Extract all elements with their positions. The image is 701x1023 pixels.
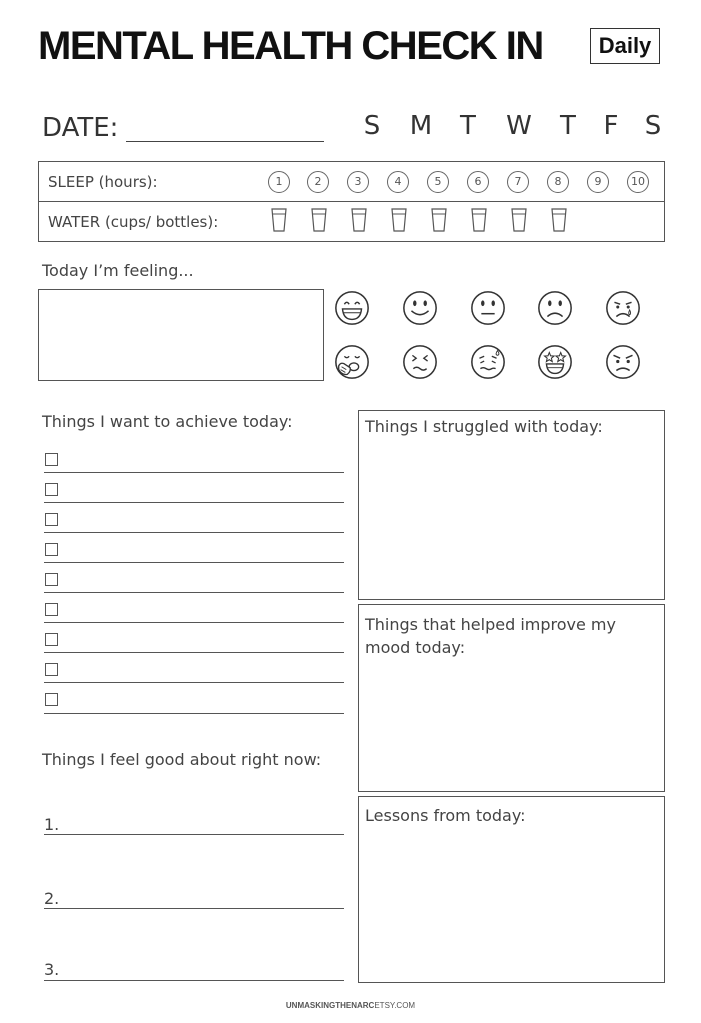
struggled-box[interactable]: [358, 410, 665, 600]
day-monday[interactable]: M: [409, 111, 433, 141]
day-wednesday[interactable]: W: [506, 111, 532, 141]
cup-icon[interactable]: [470, 207, 488, 233]
frowning-face-icon[interactable]: [536, 289, 574, 327]
task-checkbox[interactable]: [45, 573, 58, 586]
lessons-label: Lessons from today:: [365, 806, 526, 825]
feel-good-line[interactable]: [44, 834, 344, 835]
task-line[interactable]: [44, 652, 344, 653]
sleep-option-6[interactable]: 6: [467, 171, 489, 193]
task-checkbox[interactable]: [45, 663, 58, 676]
sleep-option-2[interactable]: 2: [307, 171, 329, 193]
sleep-option-9[interactable]: 9: [587, 171, 609, 193]
task-line[interactable]: [44, 532, 344, 533]
cup-icon[interactable]: [550, 207, 568, 233]
task-checkbox[interactable]: [45, 483, 58, 496]
task-line[interactable]: [44, 713, 344, 714]
cup-icon[interactable]: [270, 207, 288, 233]
task-line[interactable]: [44, 472, 344, 473]
struggled-label: Things I struggled with today:: [365, 417, 603, 436]
feel-good-label: Things I feel good about right now:: [42, 750, 322, 769]
date-label: DATE:: [42, 113, 119, 143]
star-struck-face-icon[interactable]: [536, 343, 574, 381]
feeling-textbox[interactable]: [38, 289, 324, 381]
task-checkbox[interactable]: [45, 633, 58, 646]
sleep-option-4[interactable]: 4: [387, 171, 409, 193]
task-checkbox[interactable]: [45, 603, 58, 616]
sleep-option-3[interactable]: 3: [347, 171, 369, 193]
day-sunday[interactable]: S: [363, 111, 381, 141]
cup-icon[interactable]: [350, 207, 368, 233]
lessons-box[interactable]: [358, 796, 665, 983]
task-line[interactable]: [44, 622, 344, 623]
task-line[interactable]: [44, 682, 344, 683]
grinning-face-icon[interactable]: [333, 289, 371, 327]
day-saturday[interactable]: S: [644, 111, 662, 141]
achieve-label: Things I want to achieve today:: [42, 412, 293, 431]
table-divider: [38, 201, 665, 202]
smiling-face-icon[interactable]: [401, 289, 439, 327]
helped-label: Things that helped improve my mood today:: [365, 615, 616, 657]
crying-face-icon[interactable]: [604, 289, 642, 327]
feel-good-number-1: 1.: [44, 815, 60, 834]
task-checkbox[interactable]: [45, 693, 58, 706]
angry-face-icon[interactable]: [604, 343, 642, 381]
sleep-option-8[interactable]: 8: [547, 171, 569, 193]
day-tuesday[interactable]: T: [460, 111, 476, 141]
cup-icon[interactable]: [390, 207, 408, 233]
footer-brand: UNMASKINGTHENARC: [285, 1001, 375, 1010]
sleep-option-7[interactable]: 7: [507, 171, 529, 193]
cup-icon[interactable]: [310, 207, 328, 233]
task-line[interactable]: [44, 592, 344, 593]
exhausted-face-icon[interactable]: [469, 343, 507, 381]
feel-good-line[interactable]: [44, 908, 344, 909]
date-input-line[interactable]: [126, 141, 324, 142]
neutral-face-icon[interactable]: [469, 289, 507, 327]
feeling-label: Today I’m feeling...: [42, 261, 194, 280]
helped-box[interactable]: [358, 604, 665, 792]
day-friday[interactable]: F: [603, 111, 619, 141]
task-line[interactable]: [44, 502, 344, 503]
sleep-option-10[interactable]: 10: [627, 171, 649, 193]
feel-good-line[interactable]: [44, 980, 344, 981]
footer-credit: [0, 1001, 701, 1010]
sleep-option-5[interactable]: 5: [427, 171, 449, 193]
sleep-label: SLEEP (hours):: [48, 173, 158, 191]
task-checkbox[interactable]: [45, 543, 58, 556]
feel-good-number-3: 3.: [44, 960, 60, 979]
cup-icon[interactable]: [510, 207, 528, 233]
daily-badge: Daily: [590, 28, 660, 64]
task-checkbox[interactable]: [45, 513, 58, 526]
task-checkbox[interactable]: [45, 453, 58, 466]
water-label: WATER (cups/ bottles):: [48, 213, 219, 231]
day-thursday[interactable]: T: [560, 111, 576, 141]
cup-icon[interactable]: [430, 207, 448, 233]
task-line[interactable]: [44, 562, 344, 563]
confused-face-icon[interactable]: [401, 343, 439, 381]
sleep-option-1[interactable]: 1: [268, 171, 290, 193]
footer-domain: ETSY.COM: [374, 1001, 416, 1010]
yawning-face-icon[interactable]: [333, 343, 371, 381]
page-title: MENTAL HEALTH CHECK IN: [38, 24, 543, 68]
feel-good-number-2: 2.: [44, 889, 60, 908]
